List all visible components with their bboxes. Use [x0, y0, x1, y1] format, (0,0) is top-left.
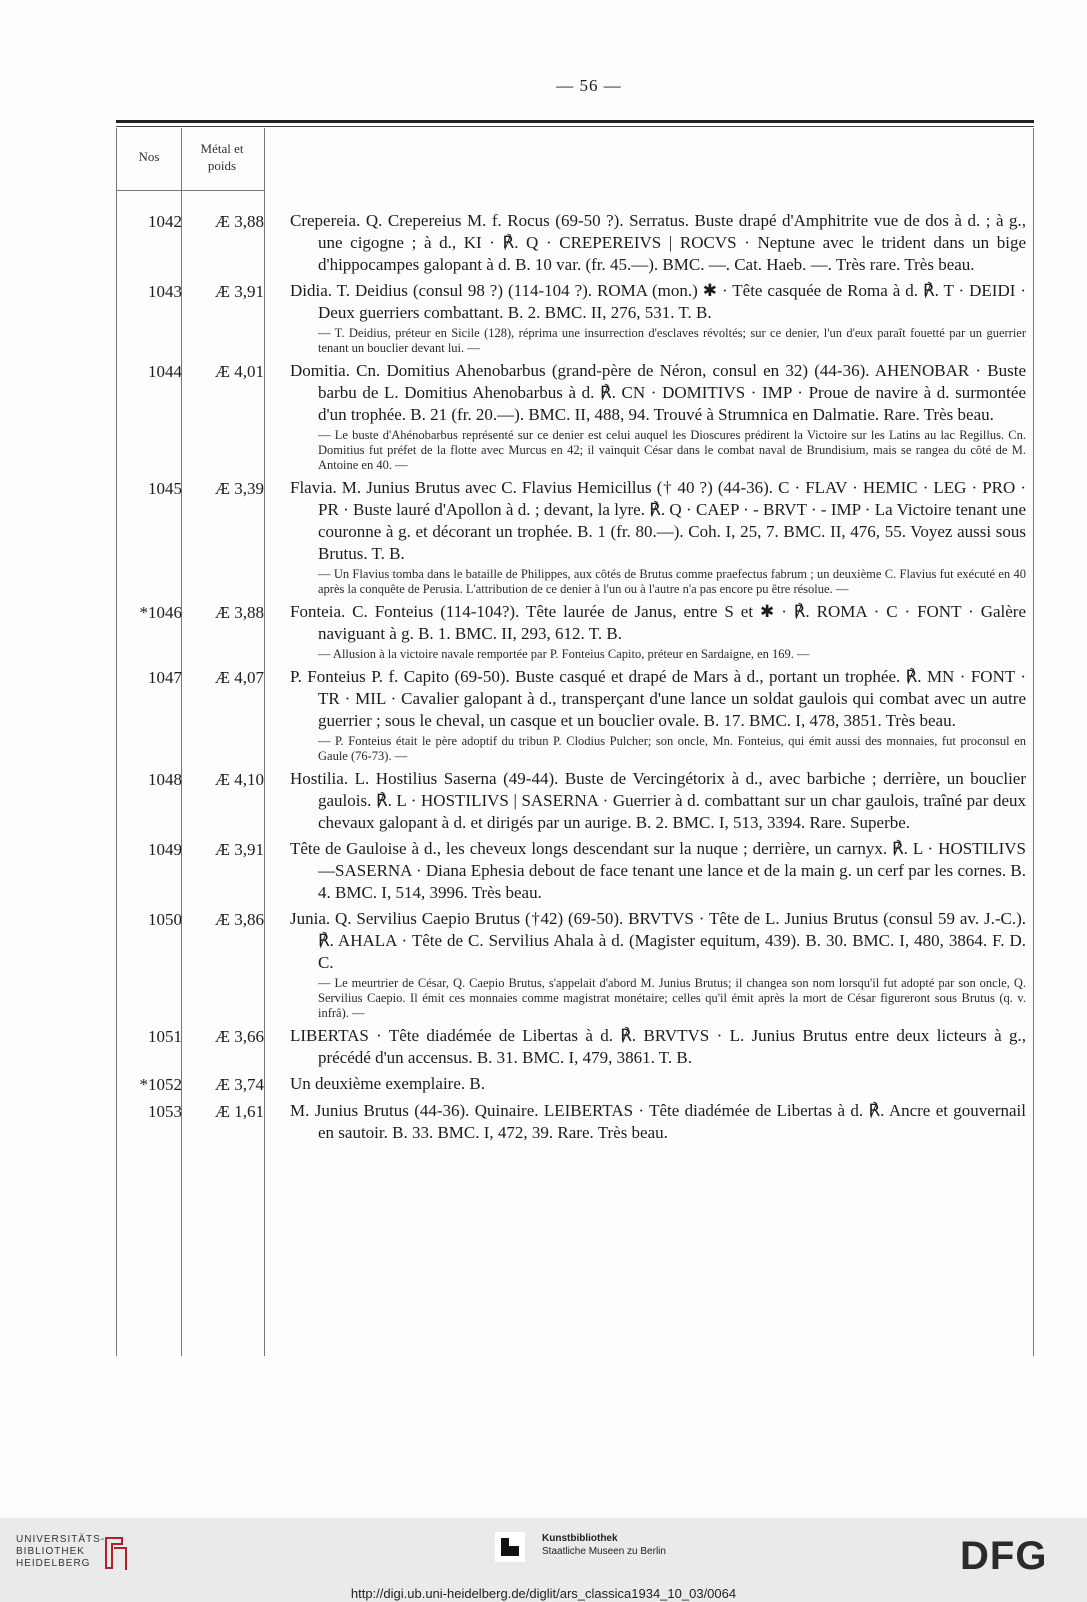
kb-name: Kunstbibliothek	[542, 1533, 618, 1544]
entry-description: Domitia. Cn. Domitius Ahenobarbus (grand-père de Néron, consul en 32) (44-36). AHENOBAR · Buste barbu de L. Domitius Ahenobarbus à d. ℟. CN · DOMITIVS · IMP · Proue de navire à d. surmontée d'un trophée. B. 21 (fr. 20.—). BMC. II, 488, 94. Trouvé à Strumnica en Dalmatie. Rare. Très beau.	[290, 361, 1026, 424]
entry-description: Crepereia. Q. Crepereius M. f. Rocus (69-50 ?). Serratus. Buste drapé d'Amphitrite vue de dos à d. ; à g., une cigogne ; à d., KI · ℟. Q · CREPEREIVS | ROCVS · Neptune avec le trident dans un bige d'hippocampes galopant à d. B. 10 var. (fr. 45.—). BMC. —. Cat. Haeb. —. Très rare. Très beau.	[290, 211, 1026, 274]
entry-weight: Æ 3,66	[214, 1027, 264, 1046]
header-metal: Métal et poids	[200, 141, 244, 173]
catalogue-entry	[116, 601, 1034, 662]
entry-description: Tête de Gauloise à d., les cheveux longs descendant sur la nuque ; derrière, un carnyx. ℟. L · HOSTILIVS—SASERNA · Diana Ephesia debout de face tenant une lance et de la main g. un cerf par les cornes. B. 4. BMC. I, 514, 3996. Très beau.	[290, 839, 1026, 902]
catalogue-entries	[116, 210, 1034, 1148]
catalogue-entry	[116, 1100, 1034, 1144]
top-rule-thin	[116, 126, 1034, 127]
header-underline	[116, 190, 182, 191]
entry-weight: Æ 4,10	[214, 770, 264, 789]
entry-number: 1049	[148, 840, 182, 859]
entry-description: P. Fonteius P. f. Capito (69-50). Buste casqué et drapé de Mars à d., portant un trophée. ℟. MN · FONT · TR · MIL · Cavalier galopant à d., transperçant d'une lance un soldat gaulois qui combat avec un autre guerrier ; sous le cheval, un casque et un bouclier ovale. B. 17. BMC. I, 478, 3851. Très beau.	[290, 667, 1026, 730]
catalogue-entry	[116, 908, 1034, 1021]
entry-note: — Un Flavius tomba dans le bataille de Philippes, aux côtés de Brutus comme praefectus fabrum ; un deuxième C. Flavius fut exécuté en 40 après la conquête de Perusia. L'attribution de ce denier à l'un ou à l'autre n'a pas encore pu être résolue. —	[318, 567, 1026, 596]
kunstbibliothek-logo-text[interactable]	[542, 1532, 666, 1558]
page-number: — 56 —	[556, 76, 622, 95]
entry-weight: Æ 3,39	[214, 479, 264, 498]
dfg-logo[interactable]: DFG	[960, 1534, 1048, 1578]
header-nos: Nos	[138, 149, 160, 164]
entry-number: 1043	[148, 282, 182, 301]
ub-line: BIBLIOTHEK	[16, 1546, 85, 1557]
entry-weight: Æ 1,61	[214, 1102, 264, 1121]
entry-description: Didia. T. Deidius (consul 98 ?) (114-104 ?). ROMA (mon.) ✱ · Tête casquée de Roma à d. ℟. T · DEIDI · Deux guerriers combattant. B. 2. BMC. II, 276, 531. T. B.	[290, 281, 1026, 322]
entry-number: *1046	[139, 603, 182, 622]
catalogue-entry	[116, 666, 1034, 764]
entry-weight: Æ 3,88	[214, 603, 264, 622]
digitization-footer	[0, 1518, 1087, 1602]
entry-description: M. Junius Brutus (44-36). Quinaire. LEIBERTAS · Tête diadémée de Libertas à d. ℟. Ancre et gouvernail en sautoir. B. 33. BMC. I, 472, 39. Rare. Très beau.	[290, 1101, 1026, 1142]
entry-weight: Æ 4,07	[214, 668, 264, 687]
ub-heidelberg-logo-icon	[100, 1534, 130, 1572]
kb-subtitle: Staatliche Museen zu Berlin	[542, 1546, 666, 1557]
entry-weight: Æ 3,74	[214, 1075, 264, 1094]
entry-description: Junia. Q. Servilius Caepio Brutus (†42) (69-50). BRVTVS · Tête de L. Junius Brutus (consul 59 av. J.-C.). ℟. AHALA · Tête de C. Servilius Ahala à d. (Magister equitum, 439). B. 30. BMC. I, 480, 3864. F. D. C.	[290, 909, 1026, 972]
entry-note: — T. Deidius, préteur en Sicile (128), réprima une insurrection d'esclaves révoltés; sur ce denier, l'un d'eux paraît fouetté par un guerrier tenant un bouclier devant lui. —	[318, 326, 1026, 355]
entry-number: 1042	[148, 212, 182, 231]
source-url[interactable]: http://digi.ub.uni-heidelberg.de/diglit/ars_classica1934_10_03/0064	[350, 1586, 737, 1601]
entry-description: Fonteia. C. Fonteius (114-104?). Tête laurée de Janus, entre S et ✱ · ℟. ROMA · C · FONT · Galère naviguant à g. B. 1. BMC. II, 293, 612. T. B.	[290, 602, 1026, 643]
entry-description: Hostilia. L. Hostilius Saserna (49-44). Buste de Vercingétorix à d., avec barbiche ; derrière, un bouclier gaulois. ℟. L · HOSTILIVS | SASERNA · Guerrier à d. combattant sur un char gaulois, traîné par deux chevaux galopant à d. et dirigés par un aurige. B. 2. BMC. I, 513, 3394. Rare. Superbe.	[290, 769, 1026, 832]
entry-number: 1047	[148, 668, 182, 687]
ub-heidelberg-logo-text[interactable]	[16, 1534, 105, 1570]
entry-number: 1048	[148, 770, 182, 789]
entry-weight: Æ 3,88	[214, 212, 264, 231]
entry-weight: Æ 3,86	[214, 910, 264, 929]
entry-description: Flavia. M. Junius Brutus avec C. Flavius Hemicillus († 40 ?) (44-36). C · FLAV · HEMIC · LEG · PRO · PR · Buste lauré d'Apollon à d. ; devant, la lyre. ℟. Q · CAEP · - BRVT · - IMP · La Victoire tenant une couronne à g. et décorant un trophée. B. 1 (fr. 80.—). Coh. I, 25, 7. BMC. II, 476, 55. Voyez aussi sous Brutus. T. B.	[290, 478, 1026, 563]
entry-weight: Æ 4,01	[214, 362, 264, 381]
entry-description: Un deuxième exemplaire. B.	[290, 1074, 485, 1093]
catalogue-entry	[116, 477, 1034, 597]
entry-description: LIBERTAS · Tête diadémée de Libertas à d. ℟. BRVTVS · L. Junius Brutus entre deux licteurs à g., précédé d'un accensus. B. 31. BMC. I, 479, 3861. T. B.	[290, 1026, 1026, 1067]
entry-number: 1050	[148, 910, 182, 929]
ub-line: HEIDELBERG	[16, 1558, 91, 1569]
entry-number: 1044	[148, 362, 182, 381]
catalogue-entry	[116, 838, 1034, 904]
catalogue-entry	[116, 360, 1034, 473]
catalogue-entry	[116, 1025, 1034, 1069]
entry-note: — Le buste d'Ahénobarbus représenté sur ce denier est celui auquel les Dioscures prédirent la Victoire sur les Latins au lac Regillus. Cn. Domitius fut préfet de la flotte avec Murcus en 42; il vainquit César dans le combat naval de Brundisium, mais se rangea du côté de M. Antoine en 40. —	[318, 428, 1026, 472]
catalogue-entry	[116, 280, 1034, 356]
catalogue-entry	[116, 1073, 1034, 1096]
entry-number: 1051	[148, 1027, 182, 1046]
entry-weight: Æ 3,91	[214, 282, 264, 301]
entry-weight: Æ 3,91	[214, 840, 264, 859]
top-rule-thick	[116, 120, 1034, 123]
entry-number: 1053	[148, 1102, 182, 1121]
entry-number: *1052	[139, 1075, 182, 1094]
catalogue-entry	[116, 768, 1034, 834]
entry-number: 1045	[148, 479, 182, 498]
ub-line: UNIVERSITÄTS-	[16, 1534, 106, 1545]
catalogue-entry	[116, 210, 1034, 276]
header-underline	[182, 190, 264, 191]
kunstbibliothek-logo-icon	[495, 1532, 525, 1562]
entry-note: — Le meurtrier de César, Q. Caepio Brutus, s'appelait d'abord M. Junius Brutus; il changea son nom lorsqu'il fut adopté par son oncle, Q. Servilius Caepio. Il émit ces monnaies comme magistrat monétaire; celles qu'il émit après la mort de César figureront sous Brutus (q. v. infrâ). —	[318, 976, 1026, 1020]
entry-note: — Allusion à la victoire navale remportée par P. Fonteius Capito, préteur en Sardaigne, en 169. —	[318, 647, 810, 661]
entry-note: — P. Fonteius était le père adoptif du tribun P. Clodius Pulcher; son oncle, Mn. Fonteius, qui émit aussi des monnaies, fut proconsul en Gaule (76-73). —	[318, 734, 1026, 763]
